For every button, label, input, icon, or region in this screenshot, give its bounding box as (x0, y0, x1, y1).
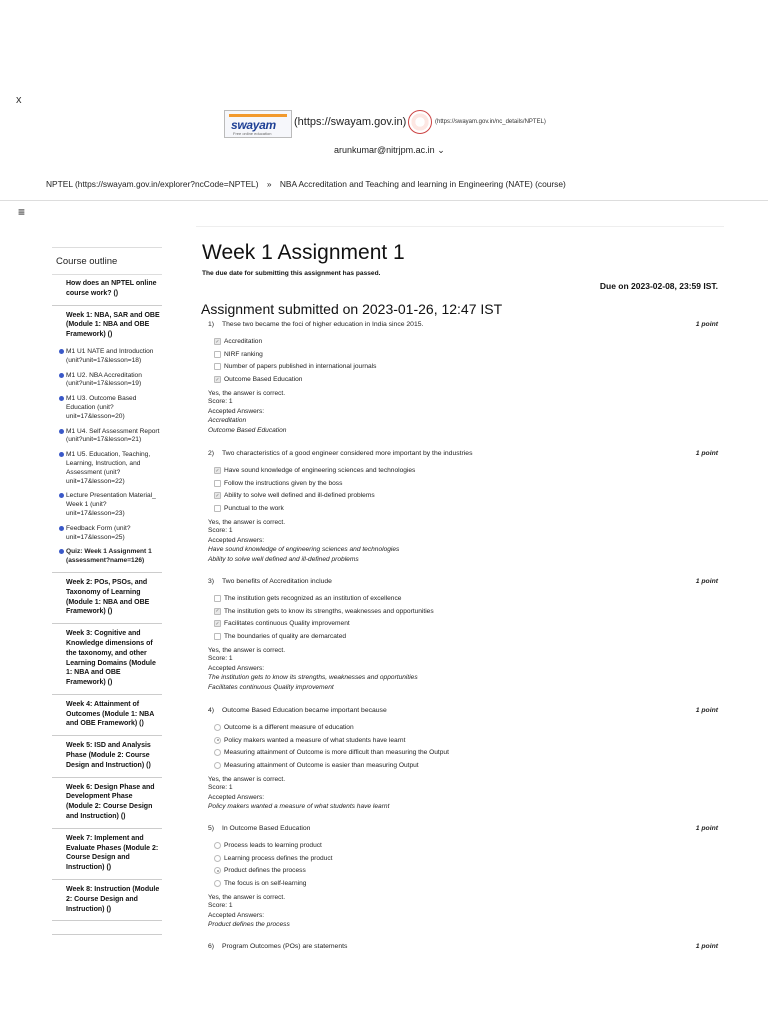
answer-feedback (208, 776, 718, 793)
menu-icon[interactable]: ≡ (18, 205, 26, 219)
option-label: Learning process defines the product (224, 854, 333, 862)
breadcrumb-course-link[interactable]: NBA Accreditation and Teaching and learning in Engineering (NATE) (course) (279, 179, 566, 189)
question-text: Two benefits of Accreditation include (222, 578, 332, 585)
question-number: 1) (208, 321, 215, 328)
answer-options (208, 724, 718, 775)
answer-feedback (208, 647, 718, 664)
accepted-answers-label: Accepted Answers: (208, 407, 265, 415)
sidebar-week-5[interactable]: Week 5: ISD and Analysis Phase (Module 2: Course Design and Instruction) () (52, 736, 162, 777)
sidebar-unit[interactable] (52, 449, 162, 490)
swayam-link[interactable]: (https://swayam.gov.in) (294, 116, 407, 128)
unit-bullet-icon (59, 493, 64, 498)
sidebar-unit-label: M1 U1 NATE and Introduction (unit?unit=17&lesson=18) (66, 347, 154, 364)
answer-option (214, 338, 718, 351)
swayam-wordmark: swayam (231, 118, 276, 132)
sidebar-week-2[interactable]: Week 2: POs, PSOs, and Taxonomy of Learning (Module 1: NBA and OBE Framework) () (52, 573, 162, 624)
accepted-answer: Facilitates continuous Quality improvement (208, 683, 334, 691)
radio-button[interactable] (214, 880, 221, 887)
logo-bar (229, 114, 287, 117)
answer-feedback (208, 519, 718, 536)
course-outline-sidebar (52, 247, 162, 935)
option-label: Number of papers published in international journals (224, 363, 377, 371)
sidebar-week-3[interactable]: Week 3: Cognitive and Knowledge dimensions of the taxonomy, and other Learning Domains (Module 1: NBA and OBE Framework) () (52, 624, 162, 695)
answer-option (214, 749, 718, 762)
score-text: Score: 1 (208, 398, 233, 406)
assignment-panel (196, 226, 724, 317)
option-label: Policy makers wanted a measure of what students have learnt (224, 736, 406, 744)
sidebar-week-1[interactable]: Week 1: NBA, SAR and OBE (Module 1: NBA and OBE Framework) () (66, 311, 160, 339)
answer-feedback (208, 894, 718, 911)
answer-option (214, 376, 718, 389)
answer-option (214, 762, 718, 775)
due-date: Due on 2023-02-08, 23:59 IST. (599, 281, 718, 291)
answer-options (208, 467, 718, 518)
page-title: Week 1 Assignment 1 (202, 241, 405, 264)
answer-option (214, 480, 718, 493)
score-text: Score: 1 (208, 655, 233, 663)
answer-options (208, 338, 718, 389)
answer-option (214, 608, 718, 621)
sidebar-unit-label: M1 U5. Education, Teaching, Learning, Instruction, and Assessment (unit?unit=17&lesson=22) (66, 451, 151, 485)
option-label: The focus is on self-learning (224, 880, 307, 888)
feedback-text: Yes, the answer is correct. (208, 775, 286, 783)
chevron-down-icon: ⌄ (437, 145, 445, 155)
checkbox[interactable] (214, 505, 221, 512)
sidebar-week-7[interactable]: Week 7: Implement and Evaluate Phases (Module 2: Course Design and Instruction) () (52, 829, 162, 880)
feedback-text: Yes, the answer is correct. (208, 893, 286, 901)
question-header (208, 707, 718, 717)
question-number: 6) (208, 943, 215, 950)
question-points: 1 point (695, 578, 718, 585)
checkbox[interactable] (214, 595, 221, 602)
checkbox[interactable] (214, 633, 221, 640)
answer-option (214, 867, 718, 880)
checkbox[interactable]: ✓ (215, 608, 220, 615)
swayam-logo[interactable] (224, 110, 292, 138)
radio-button[interactable] (214, 842, 221, 849)
breadcrumb-home-link[interactable]: NPTEL (https://swayam.gov.in/explorer?ncCode=NPTEL) (46, 179, 259, 189)
checkbox[interactable]: ✓ (215, 492, 220, 499)
question-block (208, 578, 718, 693)
sidebar-unit-label: M1 U4. Self Assessment Report (unit?unit=17&lesson=21) (66, 427, 160, 444)
sidebar-unit-label: M1 U2. NBA Accreditation (unit?unit=17&lesson=19) (66, 371, 142, 388)
sidebar-unit[interactable] (52, 523, 162, 547)
score-text: Score: 1 (208, 784, 233, 792)
accepted-answer: Product defines the process (208, 920, 290, 928)
answer-option (214, 505, 718, 518)
checkbox[interactable] (214, 480, 221, 487)
accepted-answers-label: Accepted Answers: (208, 793, 265, 801)
score-text: Score: 1 (208, 902, 233, 910)
accepted-answer: Outcome Based Education (208, 426, 287, 434)
feedback-text: Yes, the answer is correct. (208, 389, 286, 397)
sidebar-week-6[interactable]: Week 6: Design Phase and Development Phase (Module 2: Course Design and Instruction) () (52, 778, 162, 829)
option-label: Outcome Based Education (224, 376, 303, 384)
option-label: Punctual to the work (224, 505, 284, 513)
question-header (208, 578, 718, 588)
checkbox[interactable] (214, 363, 221, 370)
option-label: Outcome is a different measure of education (224, 724, 354, 731)
option-label: Have sound knowledge of engineering sciences and technologies (224, 467, 416, 474)
question-number: 5) (208, 825, 215, 832)
accepted-answer: Ability to solve well defined and ill-defined problems (208, 555, 359, 563)
breadcrumb-separator: » (266, 179, 272, 189)
answer-option (214, 467, 718, 480)
swayam-tagline: Free online education (233, 131, 272, 136)
question-text: Program Outcomes (POs) are statements (222, 943, 348, 950)
question-points: 1 point (695, 943, 718, 950)
question-number: 2) (208, 450, 215, 457)
answer-option (214, 737, 718, 750)
checkbox[interactable]: ✓ (215, 338, 220, 345)
user-email: arunkumar@nitrjpm.ac.in (334, 145, 435, 155)
feedback-text: Yes, the answer is correct. (208, 518, 286, 526)
option-label: The institution gets to know its strengths, weaknesses and opportunities (224, 607, 434, 615)
question-header (208, 321, 718, 331)
question-text: Two characteristics of a good engineer considered more important by the industries (222, 450, 473, 457)
question-number: 3) (208, 578, 215, 585)
answer-option (214, 855, 718, 868)
option-label: Ability to solve well defined and ill-defined problems (224, 492, 375, 500)
user-menu[interactable] (334, 145, 445, 156)
question-block (208, 825, 718, 930)
radio-button[interactable] (214, 724, 221, 731)
header-divider (0, 200, 768, 201)
accepted-answer: Policy makers wanted a measure of what students have learnt (208, 802, 390, 810)
sidebar-unit[interactable] (52, 370, 162, 394)
question-block (208, 943, 718, 953)
nptel-link[interactable]: (https://swayam.gov.in/nc_details/NPTEL) (435, 119, 546, 125)
radio-button[interactable] (214, 749, 221, 756)
checkbox[interactable]: ✓ (215, 376, 220, 383)
option-label: Measuring attainment of Outcome is more difficult than measuring the Output (224, 749, 449, 757)
radio-button[interactable] (214, 737, 221, 744)
answer-option (214, 492, 718, 505)
question-points: 1 point (695, 707, 718, 714)
sidebar-end (52, 921, 162, 935)
accepted-answers-label: Accepted Answers: (208, 664, 265, 672)
sidebar-unit[interactable] (52, 346, 162, 370)
answer-option (214, 842, 718, 855)
accepted-answers-label: Accepted Answers: (208, 911, 265, 919)
due-passed-notice: The due date for submitting this assignment has passed. (202, 270, 381, 277)
question-block (208, 707, 718, 812)
radio-button[interactable] (214, 855, 221, 862)
answer-option (214, 724, 718, 737)
unit-bullet-icon (59, 429, 64, 434)
option-label: Process leads to learning product (224, 842, 322, 849)
option-label: Measuring attainment of Outcome is easier than measuring Output (224, 762, 419, 770)
question-text: In Outcome Based Education (222, 825, 311, 832)
sidebar-unit-label: Lecture Presentation Material_ Week 1 (unit?unit=17&lesson=23) (66, 492, 156, 517)
unit-bullet-icon (59, 549, 64, 554)
sidebar-unit-label: M1 U3. Outcome Based Education (unit?unit=17&lesson=20) (66, 395, 137, 420)
checkbox[interactable] (214, 351, 221, 358)
breadcrumb (46, 179, 566, 189)
question-block (208, 321, 718, 436)
submission-status: Assignment submitted on 2023-01-26, 12:47 IST (201, 301, 503, 317)
unit-bullet-icon (59, 349, 64, 354)
sidebar-unit-label: Feedback Form (unit?unit=17&lesson=25) (66, 524, 131, 541)
answer-option (214, 880, 718, 893)
option-label: Product defines the process (224, 867, 306, 875)
sidebar-unit[interactable] (52, 490, 162, 522)
feedback-text: Yes, the answer is correct. (208, 646, 286, 654)
radio-button[interactable] (214, 867, 221, 874)
answer-option (214, 351, 718, 364)
question-header (208, 825, 718, 835)
sidebar-week-intro[interactable]: How does an NPTEL online course work? () (52, 275, 162, 306)
checkbox[interactable]: ✓ (215, 620, 220, 627)
sidebar-unit[interactable] (52, 426, 162, 450)
question-points: 1 point (695, 450, 718, 457)
answer-feedback (208, 390, 718, 407)
option-label: The institution gets recognized as an institution of excellence (224, 595, 402, 602)
checkbox[interactable]: ✓ (215, 467, 220, 474)
answer-options (208, 842, 718, 893)
question-text: Outcome Based Education became important because (222, 707, 387, 714)
question-text: These two became the foci of higher education in India since 2015. (222, 321, 424, 328)
unit-bullet-icon (59, 526, 64, 531)
radio-button[interactable] (214, 762, 221, 769)
option-label: Follow the instructions given by the boss (224, 479, 343, 487)
option-label: Facilitates continuous Quality improvement (224, 620, 350, 628)
question-header (208, 450, 718, 460)
unit-bullet-icon (59, 373, 64, 378)
answer-option (214, 633, 718, 646)
unit-bullet-icon (59, 452, 64, 457)
accepted-answer: Have sound knowledge of engineering sciences and technologies (208, 545, 400, 553)
close-button[interactable]: x (16, 94, 22, 106)
sidebar-unit-current[interactable] (52, 546, 162, 573)
question-points: 1 point (695, 321, 718, 328)
question-number: 4) (208, 707, 215, 714)
score-text: Score: 1 (208, 527, 233, 535)
question-points: 1 point (695, 825, 718, 832)
answer-option (214, 620, 718, 633)
course-outline-title: Course outline (52, 247, 162, 275)
accepted-answer: Accreditation (208, 416, 247, 424)
question-header (208, 943, 718, 953)
sidebar-week-8[interactable]: Week 8: Instruction (Module 2: Course Design and Instruction) () (52, 880, 162, 921)
nptel-logo[interactable] (408, 110, 432, 134)
option-label: NIRF ranking (224, 350, 263, 358)
answer-options (208, 595, 718, 646)
question-block (208, 450, 718, 565)
sidebar-week-4[interactable]: Week 4: Attainment of Outcomes (Module 1: NBA and OBE Framework) () (52, 695, 162, 736)
unit-bullet-icon (59, 396, 64, 401)
accepted-answers-label: Accepted Answers: (208, 536, 265, 544)
sidebar-unit[interactable] (52, 393, 162, 425)
option-label: The boundaries of quality are demarcated (224, 633, 347, 641)
sidebar-unit-label: Quiz: Week 1 Assignment 1 (assessment?name=126) (66, 548, 152, 565)
accepted-answer: The institution gets to know its strengths, weaknesses and opportunities (208, 673, 418, 681)
brand-header (224, 110, 554, 142)
answer-option (214, 363, 718, 376)
option-label: Accreditation (224, 338, 263, 345)
answer-option (214, 595, 718, 608)
